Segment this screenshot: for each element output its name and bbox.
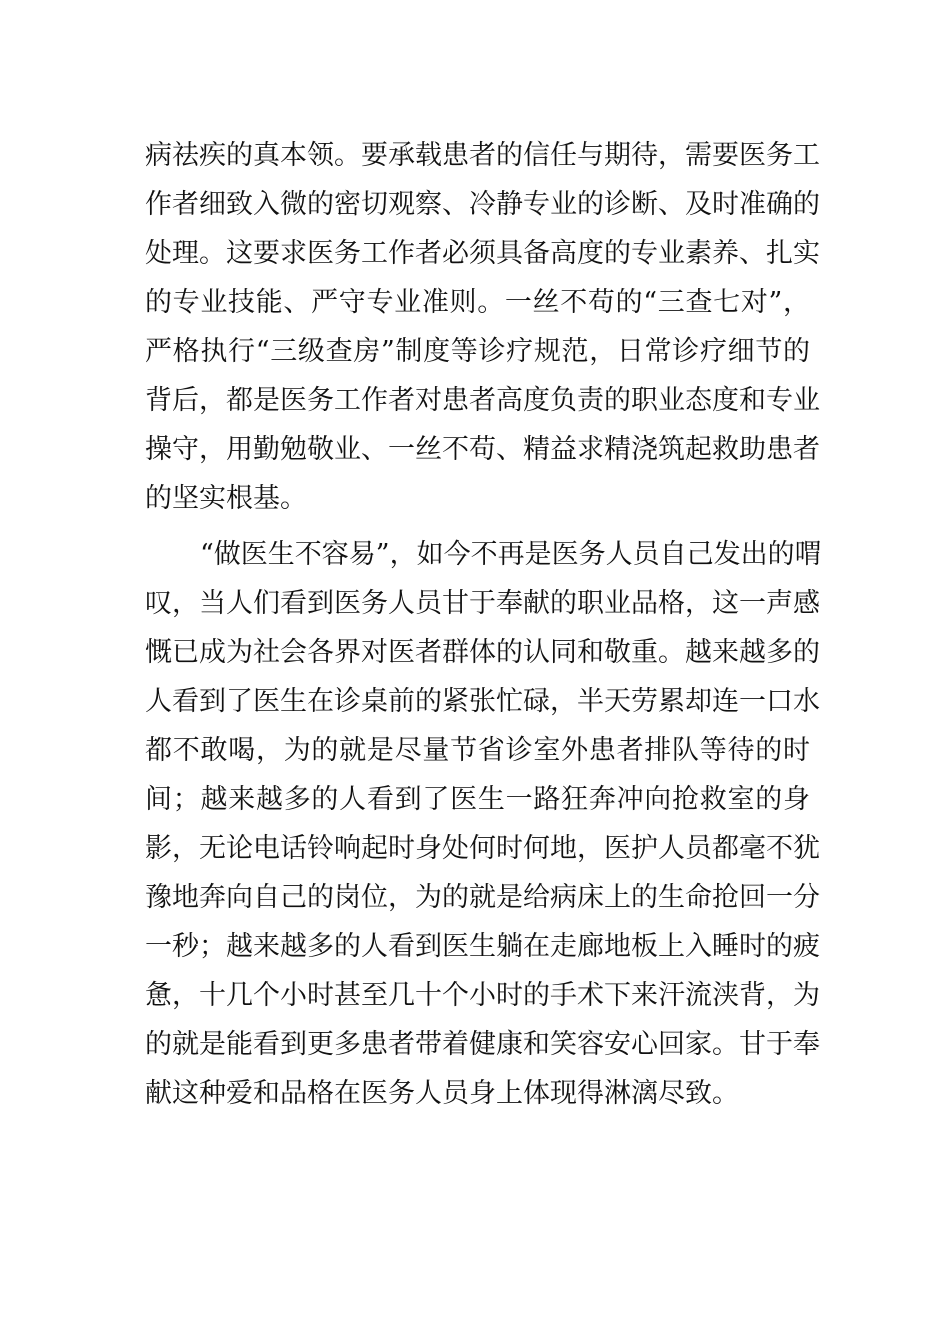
text-line: 间；越来越多的人看到了医生一路狂奔冲向抢救室的身 xyxy=(145,784,810,815)
text-line: 慨已成为社会各界对医者群体的认同和敬重。越来越多的 xyxy=(145,637,820,668)
text-line: 惫，十几个小时甚至几十个小时的手术下来汗流浃背，为 xyxy=(145,980,820,1011)
text-line: 的就是能看到更多患者带着健康和笑容安心回家。甘于奉 xyxy=(145,1029,820,1060)
text-line: 豫地奔向自己的岗位，为的就是给病床上的生命抢回一分 xyxy=(145,882,820,913)
text-line: 病祛疾的真本领。要承载患者的信任与期待，需要医务工 xyxy=(145,140,820,171)
text-line: 处理。这要求医务工作者必须具备高度的专业素养、扎实 xyxy=(145,238,820,269)
text-line: 背后，都是医务工作者对患者高度负责的职业态度和专业 xyxy=(145,385,820,416)
text-line: “做医生不容易”，如今不再是医务人员自己发出的喟 xyxy=(200,539,822,570)
text-line: 献这种爱和品格在医务人员身上体现得淋漓尽致。 xyxy=(145,1078,739,1109)
text-line: 都不敢喝，为的就是尽量节省诊室外患者排队等待的时 xyxy=(145,735,810,766)
text-line: 的坚实根基。 xyxy=(145,483,307,514)
text-line: 人看到了医生在诊桌前的紧张忙碌，半天劳累却连一口水 xyxy=(145,686,820,717)
text-line: 影，无论电话铃响起时身处何时何地，医护人员都毫不犹 xyxy=(145,833,820,864)
text-line: 操守，用勤勉敬业、一丝不苟、精益求精浇筑起救助患者 xyxy=(145,434,820,465)
text-line: 作者细致入微的密切观察、冷静专业的诊断、及时准确的 xyxy=(145,189,820,220)
text-line: 一秒；越来越多的人看到医生躺在走廊地板上入睡时的疲 xyxy=(145,931,820,962)
text-line: 叹，当人们看到医务人员甘于奉献的职业品格，这一声感 xyxy=(145,588,820,619)
text-line: 严格执行“三级查房”制度等诊疗规范，日常诊疗细节的 xyxy=(145,336,810,367)
text-line: 的专业技能、严守专业准则。一丝不苟的“三查七对”， xyxy=(145,287,810,318)
